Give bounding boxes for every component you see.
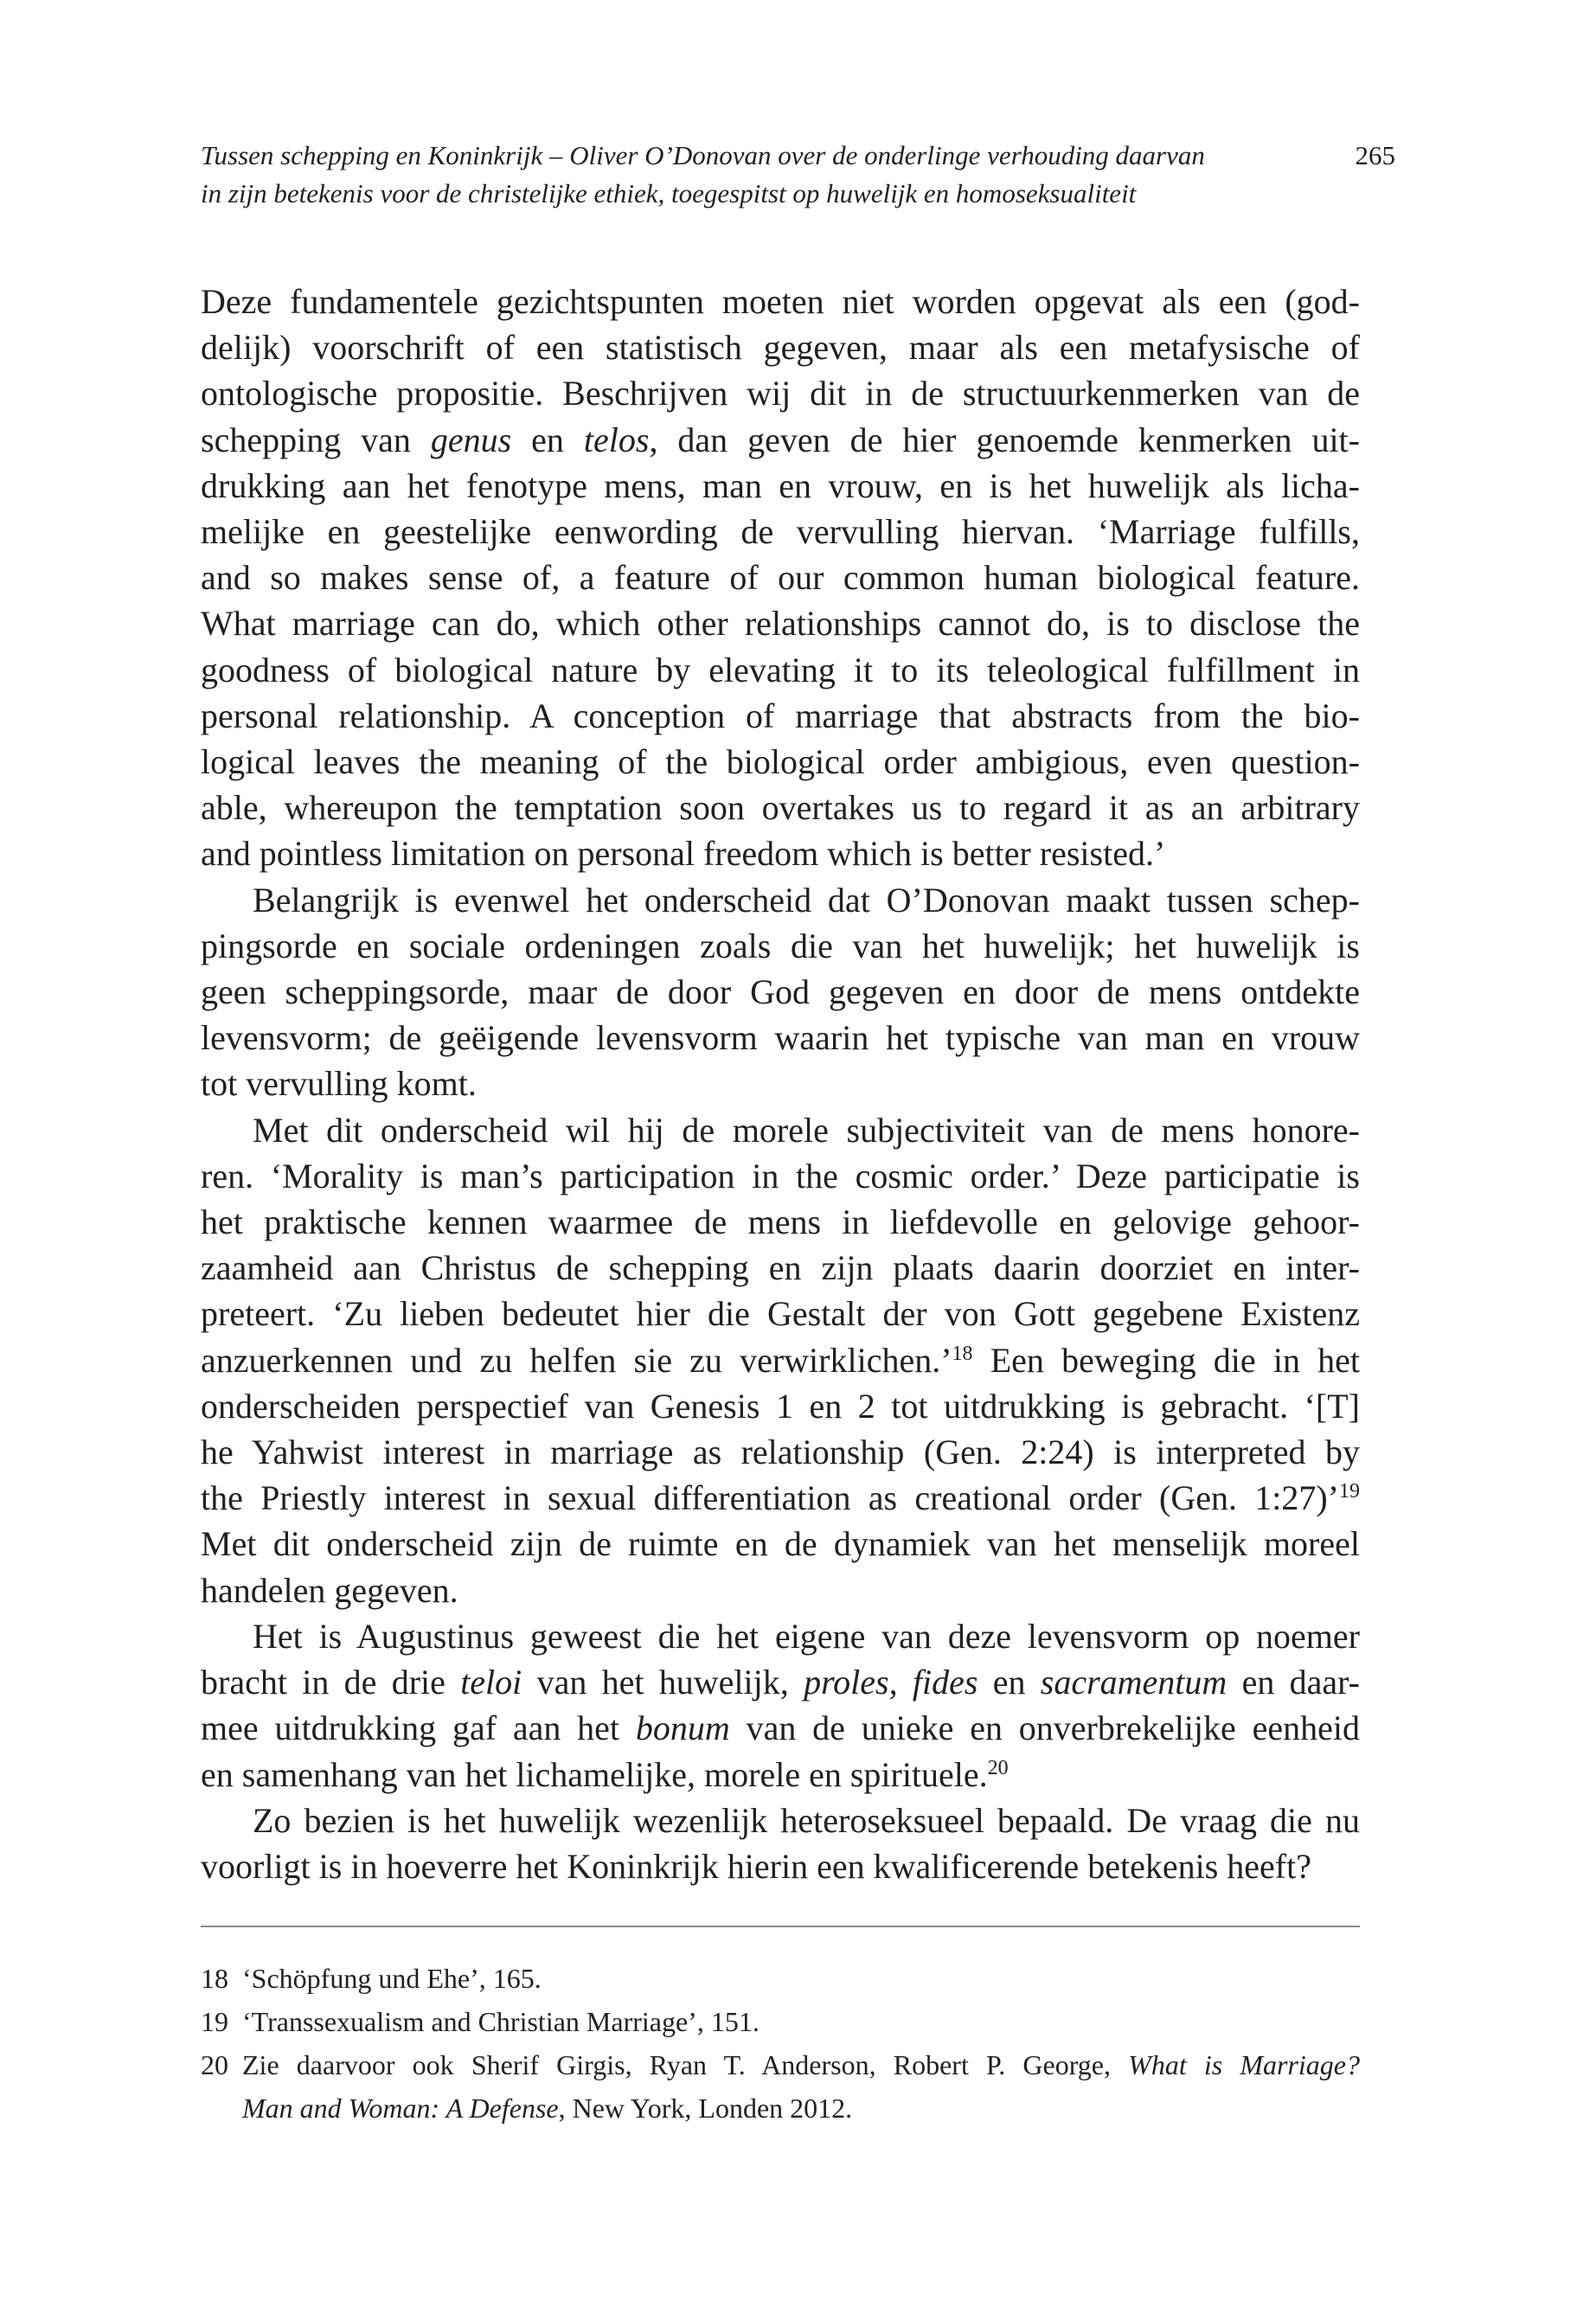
footnote-text: [242, 2043, 1360, 2130]
paragraph: [201, 1798, 1360, 1889]
italic-term: bonum: [635, 1708, 730, 1748]
running-head-line-1: Tussen schepping en Koninkrijk – Oliver O’Donovan over de onderlinge verhouding daarvan: [201, 140, 1205, 170]
text-line: and so makes sense of, a feature of our common human biological feature.: [201, 558, 1360, 598]
paragraph: [201, 1107, 1360, 1613]
text-line: anzuerkennen und zu helfen sie zu verwirklichen.’$^{18}$ Een beweging die in het: [201, 1340, 1360, 1380]
italic-term: genus: [430, 420, 512, 459]
italic-term: proles, fides: [804, 1663, 978, 1702]
text-line: he Yahwist interest in marriage as relationship (Gen. 2:24) is interpreted by: [201, 1433, 1360, 1472]
footnote-reference[interactable]: 18: [952, 1342, 973, 1365]
footnote-number: 18: [201, 1963, 228, 1994]
footnote-text: [242, 1957, 1360, 2000]
text-line: and pointless limitation on personal freedom which is better resisted.’: [201, 834, 1166, 874]
text-line: het praktische kennen waarmee de mens in liefdevolle en gelovige gehoor-: [201, 1202, 1360, 1242]
running-head-line-2: in zijn betekenis voor de christelijke ethiek, toegespitst op huwelijk en homoseksualiteit: [201, 178, 1137, 208]
body-text: [201, 279, 1360, 1889]
text-line: levensvorm; de geëigende levensvorm waarin het typische van man en vrouw: [201, 1018, 1360, 1058]
running-head: [201, 137, 1360, 213]
footnote: [201, 2043, 1360, 2130]
paragraph: [201, 1613, 1360, 1798]
text-line: drukking aan het fenotype mens, man en vrouw, en is het huwelijk als licha-: [201, 465, 1360, 505]
text-line: bracht in de drie teloi van het huwelijk, proles, fides en sacramentum en daar-: [201, 1663, 1360, 1702]
text-line: personal relationship. A conception of marriage that abstracts from the bio-: [201, 695, 1360, 735]
footnote-reference[interactable]: 20: [987, 1756, 1009, 1779]
text-line: Het is Augustinus geweest die het eigene van deze levensvorm op noemer: [253, 1616, 1360, 1656]
text-line: handelen gegeven.: [201, 1570, 458, 1610]
text-line: Met dit onderscheid wil hij de morele subjectiviteit van de mens honore-: [253, 1110, 1360, 1150]
text-line: logical leaves the meaning of the biological order ambigious, even question-: [201, 742, 1360, 782]
footnote-number: 20: [201, 2049, 228, 2080]
text-line: schepping van genus en telos, dan geven de hier genoemde kenmerken uit-: [201, 420, 1360, 459]
italic-term: Man and Woman: A Defense: [242, 2093, 559, 2124]
italic-term: telos: [583, 420, 650, 459]
text-line: goodness of biological nature by elevating it to its teleological fulfillment in: [201, 650, 1360, 689]
paragraph: [201, 279, 1360, 877]
text-line: able, whereupon the temptation soon overtakes us to regard it as an arbitrary: [201, 788, 1360, 828]
text-line: pingsorde en sociale ordeningen zoals die van het huwelijk; het huwelijk is: [201, 926, 1360, 965]
text-line: What marriage can do, which other relationships cannot do, is to disclose the: [201, 604, 1360, 644]
text-line: Belangrijk is evenwel het onderscheid dat O’Donovan maakt tussen schep-: [253, 880, 1360, 920]
text-line: Deze fundamentele gezichtspunten moeten niet worden opgevat als een (god-: [201, 282, 1360, 321]
footnote-reference[interactable]: 19: [1339, 1480, 1360, 1503]
footnote-line: ‘Transsexualism and Christian Marriage’, 151.: [242, 2006, 760, 2037]
text-line: onderscheiden perspectief van Genesis 1 en 2 tot uitdrukking is gebracht. ‘[T]: [201, 1386, 1360, 1426]
page-number: 265: [1355, 140, 1395, 170]
footnote-separator: [201, 1926, 1360, 1927]
text-line: Met dit onderscheid zijn de ruimte en de dynamiek van het menselijk moreel: [201, 1524, 1360, 1564]
footnote-text: [242, 2000, 1360, 2043]
footnote: [201, 1957, 1360, 2000]
footnote-line: Man and Woman: A Defense, New York, Londen 2012.: [242, 2093, 853, 2124]
text-line: voorligt is in hoeverre het Koninkrijk hierin een kwalificerende betekenis heeft?: [201, 1846, 1311, 1886]
footnote-line: Zie daarvoor ook Sherif Girgis, Ryan T. Anderson, Robert P. George, What is Marriage?: [242, 2049, 1361, 2080]
italic-term: sacramentum: [1040, 1663, 1227, 1702]
italic-term: What is Marriage?: [1128, 2049, 1361, 2080]
text-line: the Priestly interest in sexual differentiation as creational order (Gen. 1:27)’$^{19}$: [201, 1478, 1360, 1518]
text-line: en samenhang van het lichamelijke, morele en spirituele.$^{20}$: [201, 1754, 1009, 1794]
footnote: [201, 2000, 1360, 2043]
text-line: geen scheppingsorde, maar de door God gegeven en door de mens ontdekte: [201, 972, 1360, 1012]
footnote-line: ‘Schöpfung und Ehe’, 165.: [242, 1963, 542, 1994]
text-line: preteert. ‘Zu lieben bedeutet hier die Gestalt der von Gott gegebene Existenz: [201, 1294, 1360, 1334]
text-line: mee uitdrukking gaf aan het bonum van de unieke en onverbrekelijke eenheid: [201, 1708, 1360, 1748]
text-line: Zo bezien is het huwelijk wezenlijk heteroseksueel bepaald. De vraag die nu: [253, 1800, 1360, 1840]
footnote-number: 19: [201, 2006, 228, 2037]
text-line: ontologische propositie. Beschrijven wij dit in de structuurkenmerken van de: [201, 374, 1360, 413]
text-line: delijk) voorschrift of een statistisch gegeven, maar als een metafysische of: [201, 328, 1360, 368]
text-line: zaamheid aan Christus de schepping en zijn plaats daarin doorziet en inter-: [201, 1248, 1360, 1288]
footnotes: [201, 1957, 1360, 2130]
text-line: tot vervulling komt.: [201, 1064, 477, 1104]
text-line: ren. ‘Morality is man’s participation in the cosmic order.’ Deze participatie is: [201, 1156, 1360, 1195]
paragraph: [201, 877, 1360, 1107]
text-line: melijke en geestelijke eenwording de vervulling hiervan. ‘Marriage fulfills,: [201, 512, 1360, 552]
italic-term: teloi: [460, 1663, 522, 1702]
